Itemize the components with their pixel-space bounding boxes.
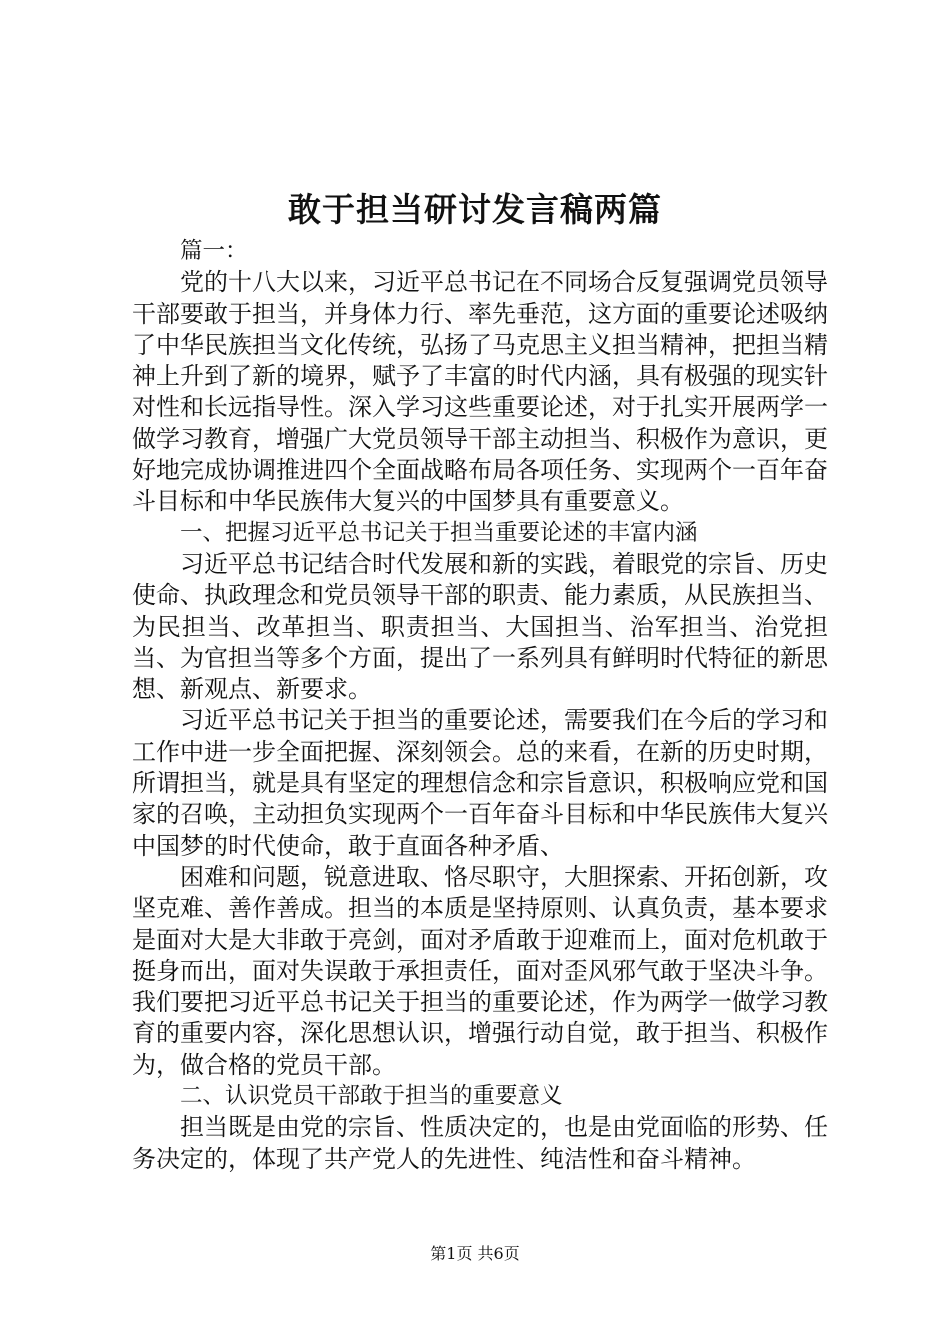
page-footer: 第1页 共6页 bbox=[430, 1244, 520, 1263]
section-heading-2: 二、认识党员干部敢于担当的重要意义 bbox=[180, 1083, 563, 1110]
section-heading-1: 一、把握习近平总书记关于担当重要论述的丰富内涵 bbox=[180, 519, 698, 546]
document-title: 敢于担当研讨发言稿两篇 bbox=[288, 190, 662, 229]
paragraph: 习近平总书记关于担当的重要论述，需要我们在今后的学习和工作中进一步全面把握、深刻领会。总的来看，在新的历史时期，所谓担当，就是具有坚定的理想信念和宗旨意识，积极响应党和国家的召唤，主动担负实现两个一百年奋斗目标和中华民族伟大复兴中国梦的时代使命，敢于直面各种矛盾、 bbox=[132, 706, 828, 860]
document-body bbox=[132, 236, 828, 1175]
paragraph-intro: 党的十八大以来，习近平总书记在不同场合反复强调党员领导干部要敢于担当，并身体力行、率先垂范，这方面的重要论述吸纳了中华民族担当文化传统，弘扬了马克思主义担当精神，把担当精神上升到了新的境界，赋予了丰富的时代内涵，具有极强的现实针对性和长远指导性。深入学习这些重要论述，对于扎实开展两学一做学习教育，增强广大党员领导干部主动担当、积极作为意识，更好地完成协调推进四个全面战略布局各项任务、实现两个一百年奋斗目标和中华民族伟大复兴的中国梦具有重要意义。 bbox=[132, 268, 828, 516]
paragraph: 习近平总书记结合时代发展和新的实践，着眼党的宗旨、历史使命、执政理念和党员领导干部的职责、能力素质，从民族担当、为民担当、改革担当、职责担当、大国担当、治军担当、治党担当、为官担当等多个方面，提出了一系列具有鲜明时代特征的新思想、新观点、新要求。 bbox=[132, 549, 828, 704]
paragraph: 担当既是由党的宗旨、性质决定的，也是由党面临的形势、任务决定的，体现了共产党人的先进性、纯洁性和奋斗精神。 bbox=[132, 1113, 828, 1173]
section-label: 篇一： bbox=[180, 238, 248, 264]
paragraph: 困难和问题，锐意进取、恪尽职守，大胆探索、开拓创新，攻坚克难、善作善成。担当的本质是坚持原则、认真负责，基本要求是面对大是大非敢于亮剑，面对矛盾敢于迎难而上，面对危机敢于挺身而出，面对失误敢于承担责任，面对歪风邪气敢于坚决斗争。我们要把习近平总书记关于担当的重要论述，作为两学一做学习教育的重要内容，深化思想认识，增强行动自觉，敢于担当、积极作为，做合格的党员干部。 bbox=[132, 862, 828, 1079]
